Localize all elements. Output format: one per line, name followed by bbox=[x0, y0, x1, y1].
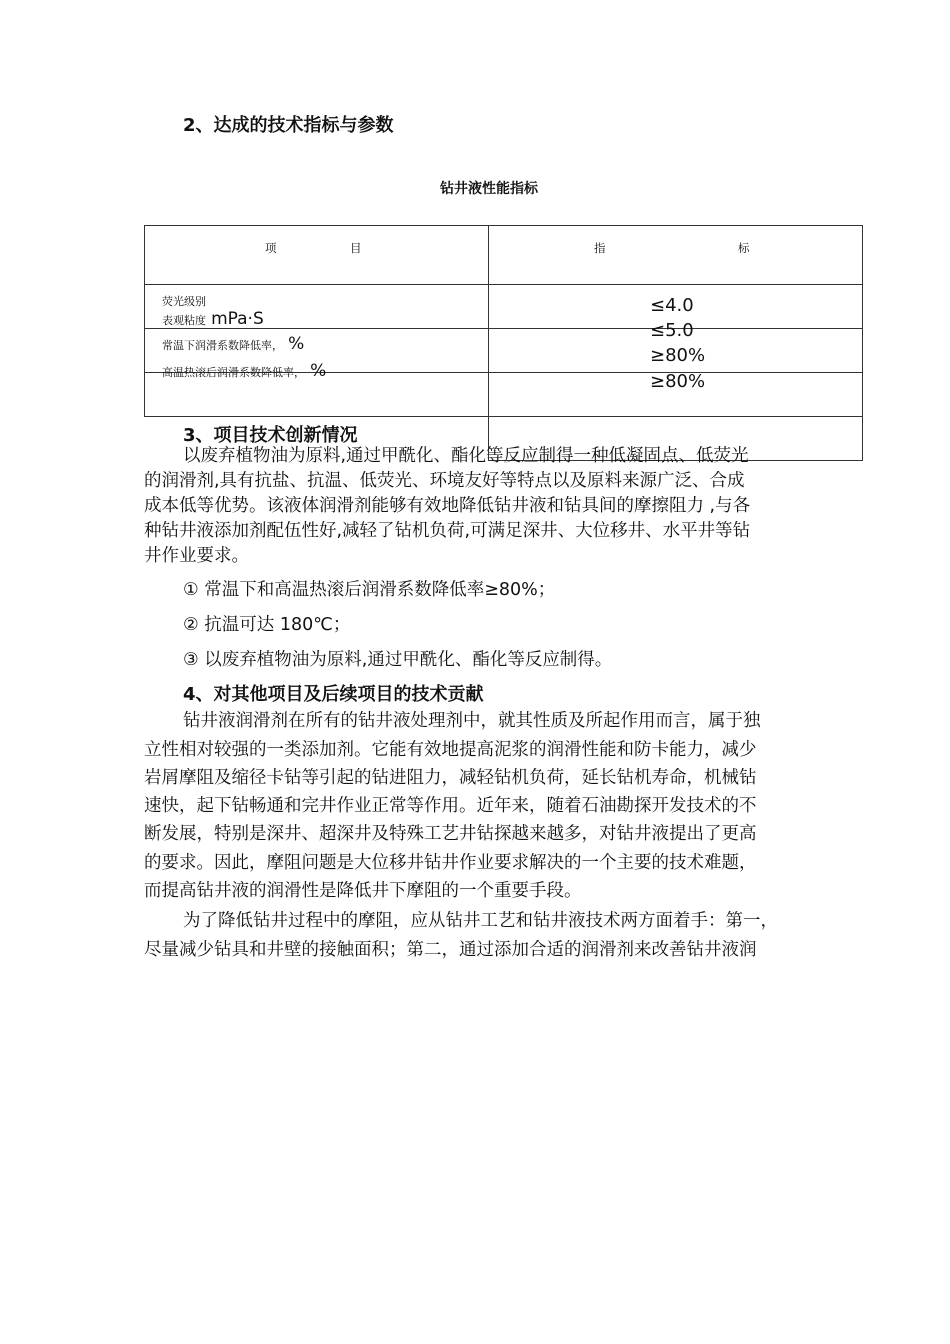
row-unit-high-temp: % bbox=[310, 361, 327, 381]
section2-heading: 2、达成的技术指标与参数 bbox=[183, 115, 394, 136]
header-index-char-1: 指 bbox=[594, 241, 606, 255]
row-value-normal-temp: ≥80% bbox=[650, 345, 706, 366]
row-high-temp bbox=[162, 361, 326, 381]
row-label-high-temp: 高温热滚后润滑系数降低率， bbox=[162, 366, 305, 379]
row-unit-normal-temp: % bbox=[288, 334, 305, 354]
section3-heading: 3、项目技术创新情况 bbox=[183, 425, 358, 446]
section3-list-item: ① 常温下和高温热滚后润滑系数降低率≥80%； bbox=[183, 580, 556, 600]
section3-list-item: ③ 以废弃植物油为原料,通过甲酰化、酯化等反应制得。 bbox=[183, 650, 613, 670]
section4-paragraph1-line: 断发展，特别是深井、超深井及特殊工艺井钻探越来越多，对钻井液提出了更高 bbox=[144, 824, 757, 844]
section4-paragraph1-line: 岩屑摩阻及缩径卡钻等引起的钻进阻力，减轻钻机负荷，延长钻机寿命，机械钻 bbox=[144, 768, 757, 788]
row-label-viscosity: 表观粘度 bbox=[162, 314, 206, 327]
section4-paragraph1-line: 钻井液润滑剂在所有的钻井液处理剂中，就其性质及所起作用而言，属于独 bbox=[183, 711, 761, 731]
section4-paragraph1-line: 速快，起下钻畅通和完井作业正常等作用。近年来，随着石油勘探开发技术的不 bbox=[144, 796, 757, 816]
section4-paragraph1-line: 的要求。因此，摩阻问题是大位移井钻井作业要求解决的一个主要的技术难题， bbox=[144, 853, 757, 873]
header-index-char-2: 标 bbox=[738, 241, 750, 255]
row-viscosity bbox=[162, 309, 264, 329]
section4-paragraph1-line: 立性相对较强的一类添加剂。它能有效地提高泥浆的润滑性能和防卡能力，减少 bbox=[144, 740, 757, 760]
table-caption: 钻井液性能指标 bbox=[440, 181, 538, 197]
row-value-viscosity: ≤5.0 bbox=[650, 320, 694, 341]
section3-paragraph-line: 成本低等优势。该液体润滑剂能够有效地降低钻井液和钻具间的摩擦阻力 ,与各 bbox=[144, 496, 751, 516]
section3-paragraph-line: 种钻井液添加剂配伍性好,减轻了钻机负荷,可满足深井、大位移井、水平井等钻 bbox=[144, 521, 751, 541]
header-item-char-1: 项 bbox=[265, 241, 277, 255]
section4-paragraph1-line: 而提高钻井液的润滑性是降低井下摩阻的一个重要手段。 bbox=[144, 881, 582, 901]
section3-paragraph-line: 井作业要求。 bbox=[144, 546, 249, 566]
section3-paragraph-line: 以废弃植物油为原料,通过甲酰化、酯化等反应制得一种低凝固点、低荧光 bbox=[183, 446, 749, 466]
section4-paragraph2-line: 尽量减少钻具和井壁的接触面积；第二，通过添加合适的润滑剂来改善钻井液润 bbox=[144, 940, 757, 960]
header-item-char-2: 目 bbox=[350, 241, 362, 255]
row-normal-temp bbox=[162, 334, 304, 354]
row-label-fluorescence: 荧光级别 bbox=[162, 295, 206, 308]
section4-heading: 4、对其他项目及后续项目的技术贡献 bbox=[183, 684, 484, 705]
section3-list-item: ② 抗温可达 180℃； bbox=[183, 615, 351, 635]
row-value-fluorescence: ≤4.0 bbox=[650, 295, 694, 316]
section3-paragraph-line: 的润滑剂,具有抗盐、抗温、低荧光、环境友好等特点以及原料来源广泛、合成 bbox=[144, 471, 745, 491]
row-value-high-temp: ≥80% bbox=[650, 371, 706, 392]
row-label-normal-temp: 常温下润滑系数降低率， bbox=[162, 339, 283, 352]
row-unit-viscosity: mPa·S bbox=[211, 309, 264, 329]
section4-paragraph2-line: 为了降低钻井过程中的摩阻，应从钻井工艺和钻井液技术两方面着手：第一， bbox=[183, 911, 778, 931]
